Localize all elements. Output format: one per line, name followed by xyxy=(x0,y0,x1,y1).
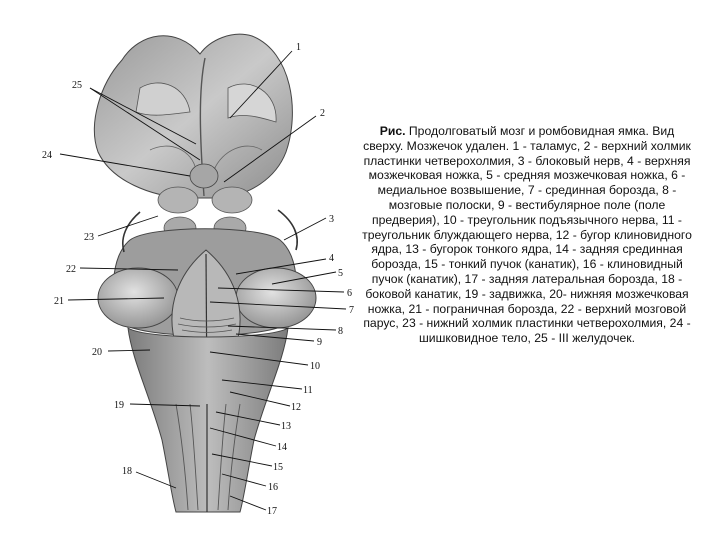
label-24: 24 xyxy=(42,150,52,161)
label-25: 25 xyxy=(72,80,82,91)
label-22: 22 xyxy=(66,264,76,275)
label-12: 12 xyxy=(291,402,301,413)
label-9: 9 xyxy=(317,337,322,348)
label-4: 4 xyxy=(329,253,334,264)
figure-caption xyxy=(362,124,692,346)
label-18: 18 xyxy=(122,466,132,477)
caption-text: Продолговатый мозг и ромбовидная ямка. Вид сверху. Мозжечок удален. 1 - таламус, 2 - верхний холмик пластинки четверохолмия, 3 - блоковый нерв, 4 - верхняя мозжечковая ножка, 5 - средняя мозжечковая ножка, 6 - медиальное возвышение, 7 - срединная борозда, 8 - мозговые полоски, 9 - вестибулярное поле (поле предверия), 10 - треугольник подъязычного нерва, 11 - треугольник блуждающего нерва, 12 - бугор клиновидного ядра, 13 - бугорок тонкого ядра, 14 - задняя срединная борозда, 15 - тонкий пучок (канатик), 16 - клиновидный пучок (канатик), 17 - задняя латеральная борозда, 18 - боковой канатик, 19 - задвижка, 20- нижняя мозжечковая ножка, 21 - пограничная борозда, 22 - верхний мозговой парус, 23 - нижний холмик пластинки четверохолмия, 24 - шишковидное тело, 25 - III желудочек. xyxy=(362,124,692,346)
label-20: 20 xyxy=(92,347,102,358)
label-23: 23 xyxy=(84,232,94,243)
label-11: 11 xyxy=(303,385,313,396)
caption-label: Рис. xyxy=(379,124,406,138)
label-6: 6 xyxy=(347,288,352,299)
label-1: 1 xyxy=(296,42,301,53)
label-10: 10 xyxy=(310,361,320,372)
label-8: 8 xyxy=(338,326,343,337)
label-2: 2 xyxy=(320,108,325,119)
label-16: 16 xyxy=(268,482,278,493)
pineal-body xyxy=(190,164,218,188)
label-19: 19 xyxy=(114,400,124,411)
label-14: 14 xyxy=(277,442,287,453)
label-17: 17 xyxy=(267,506,277,517)
label-3: 3 xyxy=(329,214,334,225)
left-peduncle xyxy=(98,268,178,328)
label-7: 7 xyxy=(349,305,354,316)
label-13: 13 xyxy=(281,421,291,432)
label-5: 5 xyxy=(338,268,343,279)
right-peduncle xyxy=(236,268,316,328)
label-21: 21 xyxy=(54,296,64,307)
label-15: 15 xyxy=(273,462,283,473)
medulla-stem xyxy=(128,328,288,512)
